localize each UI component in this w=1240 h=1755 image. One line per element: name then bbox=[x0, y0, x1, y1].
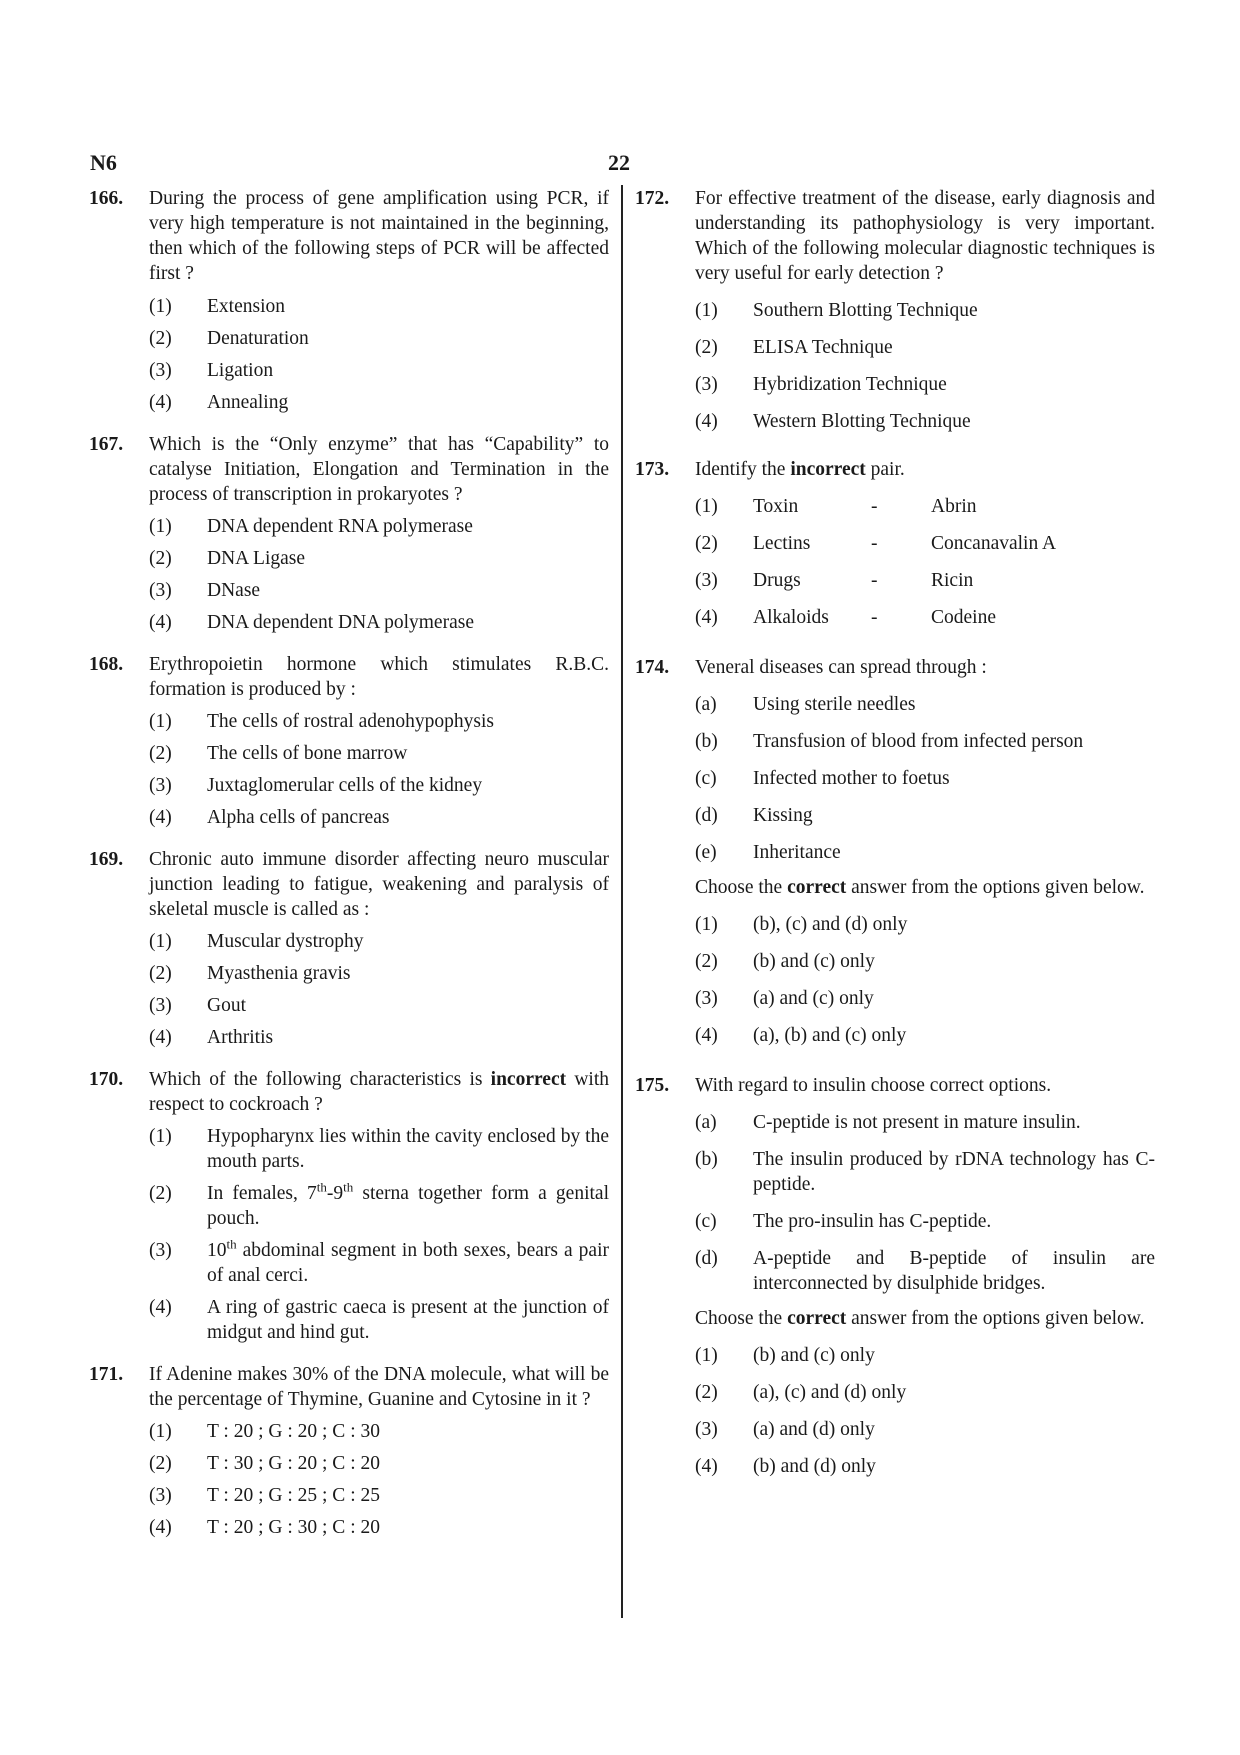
option[interactable] bbox=[149, 1181, 609, 1231]
option[interactable] bbox=[149, 546, 609, 571]
option[interactable] bbox=[695, 298, 1155, 323]
option-number: (3) bbox=[695, 988, 718, 1009]
statement-text: Kissing bbox=[753, 805, 813, 826]
option[interactable] bbox=[149, 514, 609, 539]
option-number: (2) bbox=[149, 963, 172, 984]
option-text: 10th abdominal segment in both sexes, bears a pair of anal cerci. bbox=[207, 1236, 609, 1286]
statement-text: Using sterile needles bbox=[753, 694, 916, 715]
pair: Drugs - Ricin bbox=[753, 570, 974, 591]
option-text: Arthritis bbox=[207, 1027, 274, 1048]
option-text: DNA Ligase bbox=[207, 548, 306, 569]
option-text: A ring of gastric caeca is present at the junction of midgut and hind gut. bbox=[207, 1297, 609, 1343]
option-number: (1) bbox=[149, 711, 172, 732]
statement-label: (a) bbox=[695, 694, 717, 715]
statement-label: (b) bbox=[695, 1149, 718, 1170]
question-text: Which is the “Only enzyme” that has “Capability” to catalyse Initiation, Elongation and Termination in the process of transcription in prokaryotes ? bbox=[149, 434, 609, 505]
question-175 bbox=[635, 1073, 1155, 1479]
option[interactable] bbox=[149, 1238, 609, 1288]
option-text: T : 20 ; G : 25 ; C : 25 bbox=[207, 1485, 380, 1506]
option-number: (3) bbox=[149, 580, 172, 601]
option-number: (3) bbox=[149, 1485, 172, 1506]
option-number: (4) bbox=[149, 807, 172, 828]
statement-text: A-peptide and B-peptide of insulin are interconnected by disulphide bridges. bbox=[753, 1248, 1155, 1294]
option-text: Extension bbox=[207, 296, 285, 317]
option-text: DNA dependent RNA polymerase bbox=[207, 516, 473, 537]
option-number: (2) bbox=[695, 337, 718, 358]
option[interactable] bbox=[695, 949, 1155, 974]
option-text: (b), (c) and (d) only bbox=[753, 914, 908, 935]
option[interactable] bbox=[695, 494, 1155, 519]
option[interactable] bbox=[695, 409, 1155, 434]
option-text: Annealing bbox=[207, 392, 289, 413]
option-text: (a) and (d) only bbox=[753, 1419, 875, 1440]
question-number: 166. bbox=[89, 188, 124, 209]
option-text: Western Blotting Technique bbox=[753, 411, 971, 432]
pair: Toxin - Abrin bbox=[753, 496, 977, 517]
option[interactable] bbox=[149, 993, 609, 1018]
statement-label: (c) bbox=[695, 1211, 717, 1232]
pair: Alkaloids - Codeine bbox=[753, 607, 996, 628]
option-number: (1) bbox=[149, 516, 172, 537]
question-169 bbox=[89, 847, 609, 1050]
option-number: (4) bbox=[695, 607, 718, 628]
option-number: (3) bbox=[695, 1419, 718, 1440]
paper-code: N6 bbox=[90, 150, 117, 175]
question-text: Chronic auto immune disorder affecting neuro muscular junction leading to fatigue, weakening and paralysis of skeletal muscle is called as : bbox=[149, 849, 609, 920]
option-number: (2) bbox=[149, 1183, 172, 1204]
question-170 bbox=[89, 1067, 609, 1345]
option-number: (3) bbox=[149, 360, 172, 381]
option-number: (4) bbox=[149, 1027, 172, 1048]
option-text: Ligation bbox=[207, 360, 274, 381]
option-text: T : 30 ; G : 20 ; C : 20 bbox=[207, 1453, 380, 1474]
option[interactable] bbox=[149, 610, 609, 635]
option-text: ELISA Technique bbox=[753, 337, 893, 358]
statement-label: (d) bbox=[695, 1248, 718, 1269]
option-text: The cells of bone marrow bbox=[207, 743, 408, 764]
option[interactable] bbox=[695, 1023, 1155, 1048]
option-text: Alpha cells of pancreas bbox=[207, 807, 390, 828]
question-173 bbox=[635, 457, 1155, 630]
instruction-text: Choose the correct answer from the options given below. bbox=[695, 1308, 1145, 1329]
option-text: Hybridization Technique bbox=[753, 374, 947, 395]
option-number: (4) bbox=[695, 411, 718, 432]
instruction-text: Choose the correct answer from the options given below. bbox=[695, 877, 1145, 898]
option-number: (4) bbox=[695, 1025, 718, 1046]
statement-label: (b) bbox=[695, 731, 718, 752]
option-number: (2) bbox=[695, 533, 718, 554]
statement-label: (c) bbox=[695, 768, 717, 789]
question-text: Veneral diseases can spread through : bbox=[695, 657, 987, 678]
option[interactable] bbox=[149, 1483, 609, 1508]
option[interactable] bbox=[149, 961, 609, 986]
option[interactable] bbox=[149, 1515, 609, 1540]
option[interactable] bbox=[149, 390, 609, 415]
right-column bbox=[635, 186, 1155, 1479]
option[interactable] bbox=[695, 1343, 1155, 1368]
option-number: (2) bbox=[149, 1453, 172, 1474]
question-text: With regard to insulin choose correct options. bbox=[695, 1075, 1052, 1096]
question-text: Identify the incorrect pair. bbox=[695, 459, 905, 480]
statement bbox=[695, 692, 1155, 717]
option-number: (1) bbox=[149, 1126, 172, 1147]
question-number: 167. bbox=[89, 434, 124, 455]
question-171 bbox=[89, 1362, 609, 1540]
statement-text: The insulin produced by rDNA technology has C-peptide. bbox=[753, 1149, 1155, 1195]
option-number: (1) bbox=[149, 296, 172, 317]
option[interactable] bbox=[149, 1451, 609, 1476]
statement-text: Inheritance bbox=[753, 842, 841, 863]
question-172 bbox=[635, 186, 1155, 434]
option-text: (a) and (c) only bbox=[753, 988, 874, 1009]
option-number: (1) bbox=[149, 1421, 172, 1442]
option[interactable] bbox=[149, 805, 609, 830]
statement-label: (d) bbox=[695, 805, 718, 826]
column-divider bbox=[621, 185, 623, 1618]
option[interactable] bbox=[695, 1417, 1155, 1442]
option-text: In females, 7th-9th sterna together form a genital pouch. bbox=[207, 1179, 609, 1229]
option-number: (3) bbox=[149, 1240, 172, 1261]
option-number: (2) bbox=[149, 328, 172, 349]
statement bbox=[695, 840, 1155, 865]
option[interactable] bbox=[149, 326, 609, 351]
option-number: (2) bbox=[695, 1382, 718, 1403]
option-number: (1) bbox=[695, 914, 718, 935]
question-text: During the process of gene amplification using PCR, if very high temperature is not maintained in the beginning, then which of the following steps of PCR will be affected first ? bbox=[149, 188, 609, 284]
option-number: (2) bbox=[149, 548, 172, 569]
question-number: 169. bbox=[89, 849, 124, 870]
option-text: (a), (c) and (d) only bbox=[753, 1382, 907, 1403]
option[interactable] bbox=[149, 578, 609, 603]
statement-text: The pro-insulin has C-peptide. bbox=[753, 1211, 992, 1232]
option-number: (2) bbox=[149, 743, 172, 764]
question-168 bbox=[89, 652, 609, 830]
option[interactable] bbox=[695, 912, 1155, 937]
option[interactable] bbox=[695, 1454, 1155, 1479]
option[interactable] bbox=[149, 358, 609, 383]
option-number: (4) bbox=[149, 392, 172, 413]
option-number: (3) bbox=[149, 995, 172, 1016]
option[interactable] bbox=[695, 568, 1155, 593]
statement bbox=[695, 1209, 1155, 1234]
statement bbox=[695, 1110, 1155, 1135]
option-text: T : 20 ; G : 30 ; C : 20 bbox=[207, 1517, 380, 1538]
option[interactable] bbox=[149, 741, 609, 766]
option-number: (3) bbox=[695, 570, 718, 591]
option-text: (a), (b) and (c) only bbox=[753, 1025, 907, 1046]
option-number: (1) bbox=[695, 1345, 718, 1366]
question-166 bbox=[89, 186, 609, 415]
option[interactable] bbox=[149, 1025, 609, 1050]
option-number: (1) bbox=[695, 496, 718, 517]
option[interactable] bbox=[695, 986, 1155, 1011]
question-174 bbox=[635, 655, 1155, 1048]
left-column bbox=[89, 186, 609, 1540]
option-text: (b) and (c) only bbox=[753, 1345, 875, 1366]
option[interactable] bbox=[695, 605, 1155, 630]
option-number: (4) bbox=[149, 1297, 172, 1318]
statement bbox=[695, 1246, 1155, 1296]
option-text: Myasthenia gravis bbox=[207, 963, 351, 984]
option-number: (4) bbox=[149, 612, 172, 633]
option-text: Juxtaglomerular cells of the kidney bbox=[207, 775, 483, 796]
question-number: 174. bbox=[635, 657, 670, 678]
option[interactable] bbox=[149, 1419, 609, 1444]
statement-text: Transfusion of blood from infected person bbox=[753, 731, 1084, 752]
question-number: 170. bbox=[89, 1069, 124, 1090]
option-text: DNase bbox=[207, 580, 261, 601]
option-text: DNA dependent DNA polymerase bbox=[207, 612, 474, 633]
option-text: The cells of rostral adenohypophysis bbox=[207, 711, 495, 732]
statement-label: (e) bbox=[695, 842, 717, 863]
statement bbox=[695, 803, 1155, 828]
option[interactable] bbox=[149, 1295, 609, 1345]
option[interactable] bbox=[149, 1124, 609, 1174]
option[interactable] bbox=[695, 1380, 1155, 1405]
option-number: (4) bbox=[149, 1517, 172, 1538]
option-text: Hypopharynx lies within the cavity enclosed by the mouth parts. bbox=[207, 1126, 609, 1172]
option-text: T : 20 ; G : 20 ; C : 30 bbox=[207, 1421, 380, 1442]
question-text: For effective treatment of the disease, early diagnosis and understanding its pathophysiology is very important. Which of the following molecular diagnostic techniques is very useful for early detection ? bbox=[695, 188, 1155, 284]
statement-label: (a) bbox=[695, 1112, 717, 1133]
option[interactable] bbox=[695, 531, 1155, 556]
option-text: (b) and (c) only bbox=[753, 951, 875, 972]
question-number: 173. bbox=[635, 459, 670, 480]
option-text: Gout bbox=[207, 995, 246, 1016]
option-number: (2) bbox=[695, 951, 718, 972]
pair: Lectins - Concanavalin A bbox=[753, 533, 1057, 554]
statement bbox=[695, 1147, 1155, 1197]
option-text: (b) and (d) only bbox=[753, 1456, 876, 1477]
question-text: Erythropoietin hormone which stimulates R.B.C. formation is produced by : bbox=[149, 654, 609, 700]
question-number: 175. bbox=[635, 1075, 670, 1096]
statement bbox=[695, 766, 1155, 791]
option-text: Denaturation bbox=[207, 328, 309, 349]
option[interactable] bbox=[149, 773, 609, 798]
option-number: (1) bbox=[695, 300, 718, 321]
option[interactable] bbox=[149, 709, 609, 734]
statement-text: C-peptide is not present in mature insulin. bbox=[753, 1112, 1081, 1133]
option[interactable] bbox=[149, 294, 609, 319]
statement-text: Infected mother to foetus bbox=[753, 768, 950, 789]
option[interactable] bbox=[695, 335, 1155, 360]
question-167 bbox=[89, 432, 609, 635]
question-number: 171. bbox=[89, 1364, 124, 1385]
option-number: (3) bbox=[149, 775, 172, 796]
option[interactable] bbox=[695, 372, 1155, 397]
option-text: Muscular dystrophy bbox=[207, 931, 364, 952]
option-number: (4) bbox=[695, 1456, 718, 1477]
option-number: (3) bbox=[695, 374, 718, 395]
page-number: 22 bbox=[608, 150, 630, 175]
option-text: Southern Blotting Technique bbox=[753, 300, 978, 321]
question-number: 172. bbox=[635, 188, 670, 209]
option-number: (1) bbox=[149, 931, 172, 952]
question-text: If Adenine makes 30% of the DNA molecule, what will be the percentage of Thymine, Guanine and Cytosine in it ? bbox=[149, 1364, 609, 1410]
question-text: Which of the following characteristics is incorrect with respect to cockroach ? bbox=[149, 1069, 609, 1115]
option[interactable] bbox=[149, 929, 609, 954]
question-number: 168. bbox=[89, 654, 124, 675]
statement bbox=[695, 729, 1155, 754]
